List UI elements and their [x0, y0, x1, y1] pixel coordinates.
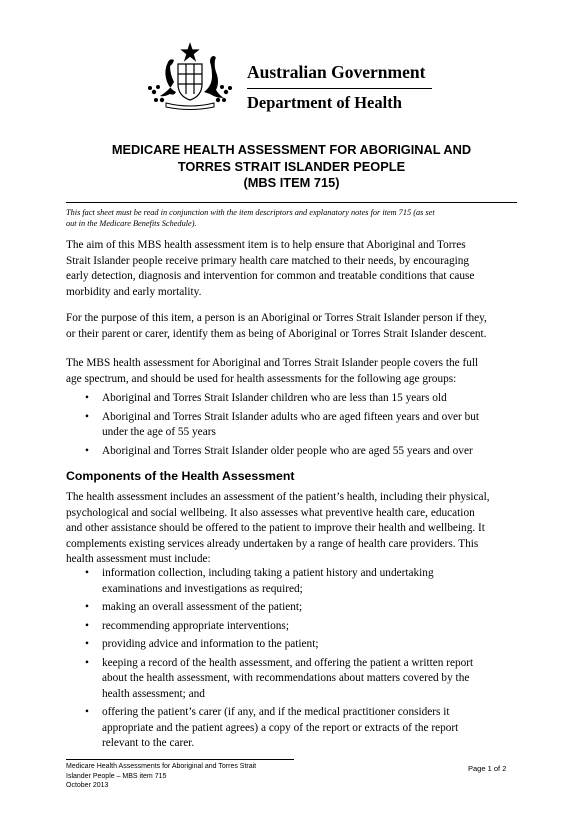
footer-citation [66, 762, 256, 791]
aim-paragraph [66, 238, 518, 300]
text-line: keeping a record of the health assessment, and offering the patient a written report [102, 656, 474, 669]
purpose-paragraph [66, 311, 518, 342]
list-item [66, 705, 518, 752]
footer-line: Islander People – MBS item 715 [66, 772, 167, 780]
text-line: information collection, including taking a patient history and undertaking [102, 567, 434, 579]
note-line: This fact sheet must be read in conjunction with the item descriptors and explanatory notes for item 715 (as set [66, 208, 435, 217]
text-line: providing advice and information to the patient; [102, 638, 319, 650]
text-line: health assessment; and [102, 687, 205, 700]
text-line: appropriate and the patient agrees) a copy of the report or extracts of the report [102, 721, 459, 734]
text-line: The health assessment includes an assessment of the patient’s health, including their physical, [66, 491, 490, 503]
government-branding [247, 62, 437, 113]
text-line: For the purpose of this item, a person is an Aboriginal or Torres Strait Islander person if they, [66, 312, 487, 324]
text-line: health assessment must include: [66, 553, 211, 565]
text-line: The aim of this MBS health assessment item is to help ensure that Aboriginal and Torres [66, 239, 466, 251]
text-line: relevant to the carer. [102, 737, 195, 749]
branding-divider [247, 88, 432, 89]
page-number: Page 1 of 2 [468, 764, 507, 773]
text-line: under the age of 55 years [102, 426, 216, 438]
text-line: Aboriginal and Torres Strait Islander older people who are aged 55 years and over [102, 444, 473, 457]
text-line: Aboriginal and Torres Strait Islander children who are less than 15 years old [102, 392, 447, 404]
age-groups-list [66, 391, 518, 459]
text-line: complements existing services already undertaken by a range of health care providers. This [66, 537, 479, 550]
text-line: and other assistance should be offered to the patient to improve their health and wellbeing. It [66, 522, 485, 534]
text-line: making an overall assessment of the patient; [102, 601, 303, 613]
footer-divider [66, 759, 294, 760]
bullet-icon: • [85, 619, 89, 632]
text-line: or their parent or carer, identify them as being of Aboriginal or Torres Strait Islander descent. [66, 327, 487, 340]
coat-of-arms-icon [140, 42, 240, 110]
list-item [66, 391, 518, 407]
bullet-icon: • [85, 601, 89, 613]
department-name: Department of Health [247, 93, 402, 112]
text-line: recommending appropriate interventions; [102, 619, 289, 632]
text-line: about the health assessment, with recommendations about matters covered by the [102, 672, 470, 684]
list-item [66, 444, 518, 460]
title-divider [66, 202, 517, 203]
bullet-icon: • [85, 444, 89, 457]
coverage-paragraph [66, 356, 518, 387]
document-title [60, 142, 523, 192]
text-line: psychological and social wellbeing. It also assesses what preventive health care, education [66, 506, 475, 519]
text-line: morbidity and early mortality. [66, 285, 202, 298]
bullet-icon: • [85, 392, 89, 404]
text-line: The MBS health assessment for Aboriginal and Torres Strait Islander people covers the full [66, 357, 479, 369]
text-line: Strait Islander people receive primary health care matched to their needs, by encouraging [66, 254, 470, 267]
bullet-icon: • [85, 410, 89, 423]
title-line-1: MEDICARE HEALTH ASSESSMENT FOR ABORIGINAL AND [111, 142, 472, 157]
footer-line: Medicare Health Assessments for Aboriginal and Torres Strait [66, 763, 257, 770]
list-item [66, 566, 518, 597]
components-intro [66, 490, 518, 568]
list-item [66, 637, 518, 653]
text-line: offering the patient’s carer (if any, and if the medical practitioner considers it [102, 706, 450, 718]
conjunction-note [66, 208, 517, 229]
list-item [66, 600, 518, 616]
text-line: early detection, diagnosis and intervention for common and treatable conditions that cause [66, 270, 475, 282]
bullet-icon: • [85, 656, 89, 669]
bullet-icon: • [85, 567, 89, 579]
footer-date: October 2013 [66, 782, 109, 789]
list-item [66, 656, 518, 703]
text-line: Aboriginal and Torres Strait Islander adults who are aged fifteen years and over but [102, 410, 480, 423]
text-line: age spectrum, and should be used for health assessments for the following age groups: [66, 372, 457, 385]
bullet-icon: • [85, 638, 89, 650]
components-list [66, 566, 518, 752]
list-item [66, 619, 518, 635]
note-line: out in the Medicare Benefits Schedule). [66, 218, 197, 228]
bullet-icon: • [85, 706, 89, 718]
org-name: Australian Government [247, 62, 426, 82]
title-line-2: TORRES STRAIT ISLANDER PEOPLE [177, 158, 406, 174]
list-item [66, 410, 518, 441]
components-heading: Components of the Health Assessment [66, 469, 295, 483]
title-line-3: (MBS ITEM 715) [243, 175, 340, 190]
text-line: examinations and investigations as required; [102, 582, 303, 595]
